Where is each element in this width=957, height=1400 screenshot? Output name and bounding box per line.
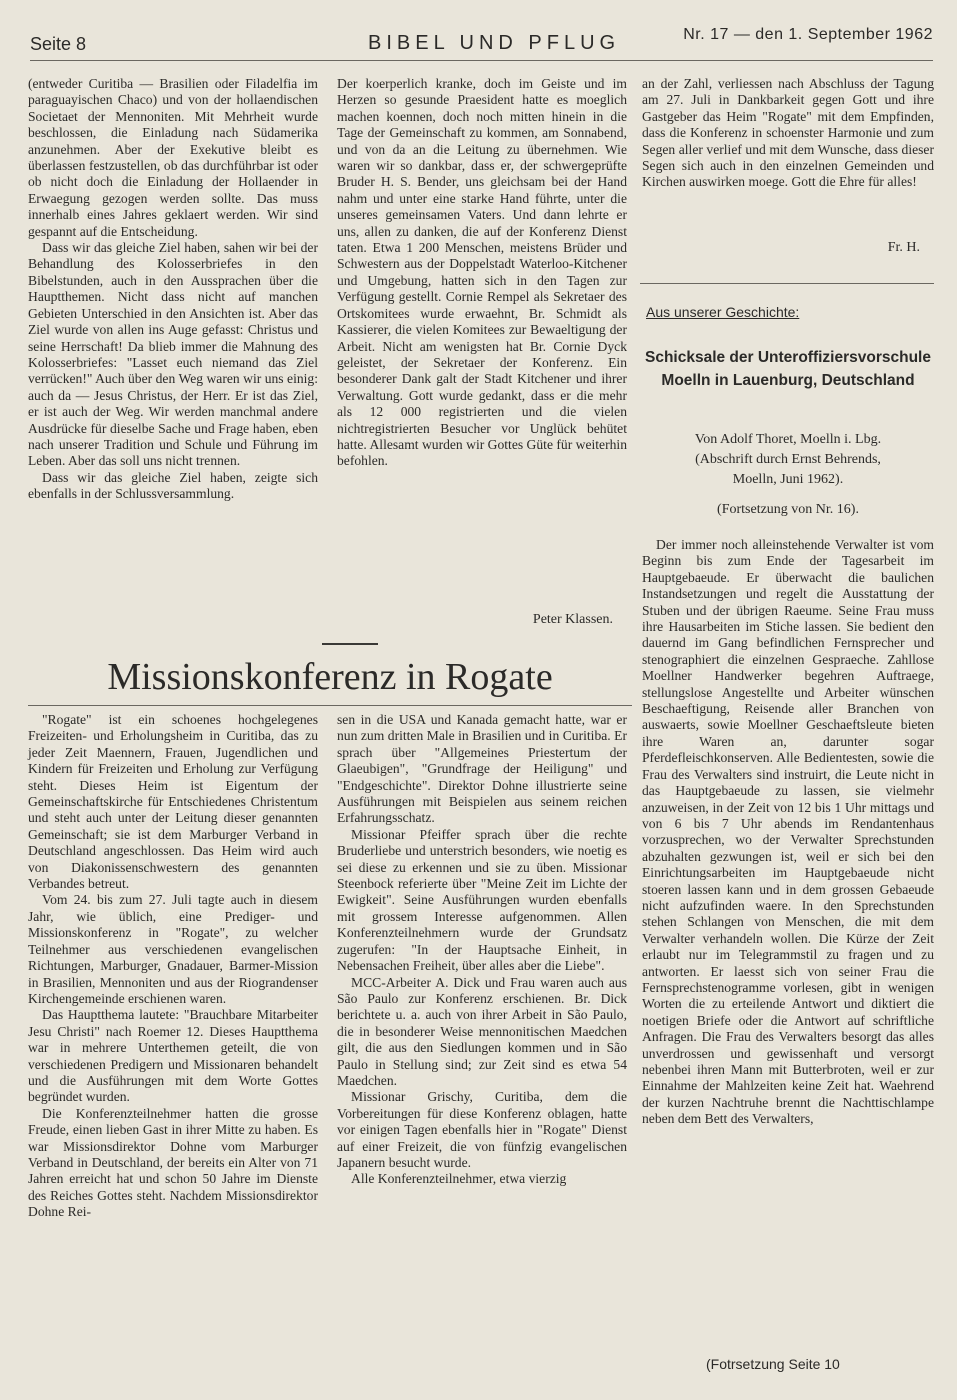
column-5 — [337, 712, 627, 1188]
section-label: Aus unserer Geschichte: — [646, 304, 800, 320]
paragraph: Alle Konferenzteilnehmer, etwa vierzig — [351, 1171, 567, 1187]
column-2-signature-block — [337, 612, 613, 628]
byline-date: Moelln, Juni 1962). — [732, 472, 844, 487]
paragraph: an der Zahl, verliessen nach Abschluss der Tagung am 27. Juli in Dankbarkeit gegen Gott und ihre Gastgeber das Heim "Rogate" mit dem Empfinden, dass die Konferenz in schoenster Harmonie und zum Segen aller verlief und mit dem Wunsche, dass dieser Segen sich auch in den einzelnen Gemeinden und Kirchen auswirken moege. Gott die Ehre für alles! — [642, 76, 934, 190]
article-title: Schicksale der Unteroffiziersvorschule Moelln in Lauenburg, Deutschland — [644, 349, 931, 389]
paragraph: MCC-Arbeiter A. Dick und Frau waren auch aus São Paulo zur Konferenz erschienen. Br. Dick berichtete u. a. auch von ihrer Arbeit in São Paulo, die in besonderer Weise mennonitischen Maedchen gilt, die aus den Siedlungen kommen und in São Paulo in Stellung sind; zur Zeit sind es etwa 54 Maedchen. — [337, 974, 627, 1088]
byline-author: Von Adolf Thoret, Moelln i. Lbg. — [694, 432, 882, 447]
paragraph: Die Konferenzteilnehmer hatten die grosse Freude, einen lieben Gast in ihrer Mitte zu haben. Es war Missionsdirektor Dohne vom Marburger Verband in Deutschland, der bereits ein Alter von 71 Jahren erreicht hat und schon 50 Jahre im Dienste des Reiches Gottes steht. Nachdem Missionsdirektor Dohne Rei- — [28, 1105, 318, 1220]
paragraph: Dass wir das gleiche Ziel haben, sahen wir bei der Behandlung des Kolosserbriefes in den Bibelstunden, auch in den Aussprachen über die Hauptthemen. Nicht dass nicht auf manchen Gebieten Unterschied in den Ansichten ist. Aber das Ziel wurde von allen ins Auge gefasst: Christus und seine Herrschaft! Da blieb immer die Mahnung des Kolosserbriefes: "Lasset euch niemand das Ziel verrücken!" Auch über den Weg waren wir uns einig: auch da — Jesus Christus, der Herr. Er ist das Ziel, er ist auch der Weg. Wir werden manchmal andere Ausdrücke für dieselbe Sache und Frage haben, eben nach unserer Tradition und Schule und Führung im Leben. Aber das soll uns nicht trennen. — [28, 240, 318, 469]
masthead-title: BIBEL UND PFLUG — [368, 32, 621, 54]
column-2 — [337, 76, 627, 470]
column-3-article — [642, 537, 934, 1128]
page-number: Seite 8 — [30, 34, 87, 54]
paragraph: Der immer noch alleinstehende Verwalter ist vom Beginn bis zum Ende der Tagesarbeit im Hauptgebaeude. Er überwacht die baulichen Instandsetzungen und regelt die Ausstattung der Stuben und der übrigen Raeume. Seine Frau muss ihre Hausarbeiten im Stiche lassen. Sie bedient den dauernd im Gang befindlichen Fernsprecher und stenographiert die einzelnen Gespraeche. Zahllose Moellner Handwerker begehren Auftraege, stellungslose Angestellte und Arbeiter wünschen Beschaeftigung, Reisende aller Branchen von auswaerts, sowie Moellner Geschaeftsleute bieten ihre Waren an, darunter sogar Pferdefleischkonserven. Alle Bedientesten, sowie die Frau des Verwalters sind instruirt, die Leute nicht in das Hauptgebaeude zu lassen, sie vielmehr anzuweisen, in der Zeit von 12 bis 1 Uhr mittags und von 6 bis 7 Uhr abends im Rendantenhaus vorzusprechen, wo der Verwalter Sprechstunden abzuhalten gezwungen ist, weil er sich bei den Einrichtungsarbeiten im Hauptgebaeude nicht stoeren lassen kann und in dem grossen Gebaeude nicht aufzufinden waere. In den Sprechstunden stehen Schlangen von Menschen, die mit dem Verwalter verhandeln wollen. Die Kürze der Zeit erlaubt nur im Telegrammstil zu fragen und zu antworten. Er laesst sich von seiner Frau die Fernsprechstenogramme vorlesen, gibt in wenigen Worten die zu erteilende Antwort und diktiert die noetigen Briefe oder die Antwort auf schriftliche Anfragen. Die Frau des Verwalters besorgt das alles unverdrossen und gewissenhaft und versorgt nebenbei ihren Mann mit Butterbroten, weil er zur Einnahme der Mahlzeiten keine Zeit hat. Waehrend der kurzen Nachtruhe brennt die Nachttischlampe neben dem Bett des Verwalters, — [642, 537, 934, 1127]
byline — [642, 430, 934, 490]
signature-peter-klassen: Peter Klassen. — [532, 612, 613, 627]
column-4 — [28, 712, 318, 1221]
paragraph: Der koerperlich kranke, doch im Geiste und im Herzen so gesunde Praesident hatte es moeglich machen koennen, doch noch mitten hinein in die Tage der Gemeinschaft zu kommen, am Sonnabend, und von da an die Leitung zu übernehmen. Wie waren wir so dankbar, dass er, der schwergeprüfte Bruder H. S. Bender, uns gleichsam bei der Hand nahm und unter eine starke Hand führte, unter die unseres gemeinsamen Vaters. Und dann lehrte er uns, allen zu danken, die auf der Konferenz Dienst taten. Etwa 1 200 Menschen, meistens Brüder und Schwestern aus der Doppelstadt Waterloo-Kitchener und Umgebung, hatten sich in den Tagen zur Verfügung gestellt. Cornie Rempel als Sekretaer des Ortskomitees wurde erwaehnt, Br. Schmidt als Kassierer, die vielen Komitees zur Bewaeltigung der Arbeit. Nicht am wenigsten hat Br. Cornie Dyck geleistet, der Sekretaer der Konferenz. Ein besonderer Dank galt der Stadt Kitchener und ihrer Verwaltung. Gott wurde gedankt, dass er die mehr als 12 000 registrierten und die vielen nichtregistrierten Besucher vor Unglück behütet hatte. Allesamt wurden wir Gottes Güte für weiterhin befohlen. — [337, 76, 627, 469]
paragraph: Vom 24. bis zum 27. Juli tagte auch in diesem Jahr, wie üblich, eine Prediger- und Missionskonferenz in "Rogate", zu welcher Teilnehmer aus verschiedenen evangelischen Richtungen, Marburger, Gnadauer, Barmer-Mission in Brasilien, Mennoniten und aus der Riograndenser Kirchengemeinde erschienen waren. — [28, 892, 318, 1006]
headline-missionskonferenz: Missionskonferenz in Rogate — [107, 656, 553, 698]
column-1 — [28, 76, 318, 503]
continuation-note: (Fortsetzung von Nr. 16). — [717, 502, 859, 517]
article-divider — [322, 643, 378, 645]
page-header — [30, 20, 933, 61]
paragraph: sen in die USA und Kanada gemacht hatte, war er nun zum dritten Male in Brasilien und in Curitiba. Er sprach über "Allgemeines Priestertum der Glaeubigen", "Grundfrage der Heiligung" und "Endgeschichte". Direktor Dohne illustrierte seine Ausführungen mit Beispielen aus seinem reichen Erfahrungsschatz. — [337, 712, 627, 826]
footer-continuation: (Fotrsetzung Seite 10 — [706, 1356, 840, 1372]
column-3-divider — [640, 283, 934, 284]
paragraph: Dass wir das gleiche Ziel haben, zeigte sich ebenfalls in der Schlussversammlung. — [28, 469, 318, 502]
paragraph: Missionar Pfeiffer sprach über die rechte Bruderliebe und unterstrich besonders, wie noetig es sei diese zu erkennen und sie zu üben. Missionar Steenbock referierte über "Meine Zeit im Lichte der Ewigkeit". Seine Ausführungen wurden ebenfalls mit grossem Interesse aufgenommen. Allen Konferenzteilnehmern wurde der Grundsatz zugerufen: "In der Hauptsache Einheit, in Nebensachen Freiheit, über alles aber die Liebe". — [337, 826, 627, 974]
paragraph: Das Hauptthema lautete: "Brauchbare Mitarbeiter Jesu Christi" nach Roemer 12. Dieses Hauptthema war in mehrere Unterthemen geteilt, die von verschiedenen Predigern und Missionaren behandelt und die Ausführungen mit dem Worte Gottes begründet wurden. — [28, 1007, 318, 1105]
paragraph: (entweder Curitiba — Brasilien oder Filadelfia im paraguayischen Chaco) und von der hollaendischen Societaet der Mennoniten. Mit Mehrheit wurde beschlossen, die Einladung nach Südamerika anzunehmen. Aber der Exekutive bleibt es überlassen festzustellen, ob das durchführbar ist oder ob nicht doch die Einladung der Hollaender in Erwaegung gezogen werden sollte. Das muss innerhalb eines Jahres geklaert werden. Wir sind gespannt auf die Entscheidung. — [28, 76, 318, 239]
issue-date: Nr. 17 — den 1. September 1962 — [683, 26, 933, 43]
byline-transcriber: (Abschrift durch Ernst Behrends, — [695, 452, 881, 467]
column-3-signature-block — [642, 240, 920, 256]
headline-rule — [28, 705, 632, 706]
column-3-top — [642, 76, 934, 191]
paragraph: "Rogate" ist ein schoenes hochgelegenes Freizeiten- und Erholungsheim in Curitiba, das zu jeder Zeit Maennern, Frauen, Jugendlichen und Kindern für Freizeiten und Erholung zur Verfügung steht. Dieses Heim ist Eigentum der Gemeinschaftskirche für Entschiedenes Christentum und steht auch unter der Leitung dieser genannten Gemeinschaft; sie ist dem Marburger Verband in Deutschland angeschlossen. Das Heim wird auch von Diakonissenschwestern des genannten Verbandes betreut. — [28, 712, 318, 892]
signature-fr-h: Fr. H. — [887, 240, 920, 255]
paragraph: Missionar Grischy, Curitiba, dem die Vorbereitungen für diese Konferenz oblagen, hatte vor einigen Tagen ebenfalls hier in "Rogate" Dienst auf einer Freizeit, die von fünfzig evangelischen Japanern besucht wurde. — [337, 1089, 627, 1170]
